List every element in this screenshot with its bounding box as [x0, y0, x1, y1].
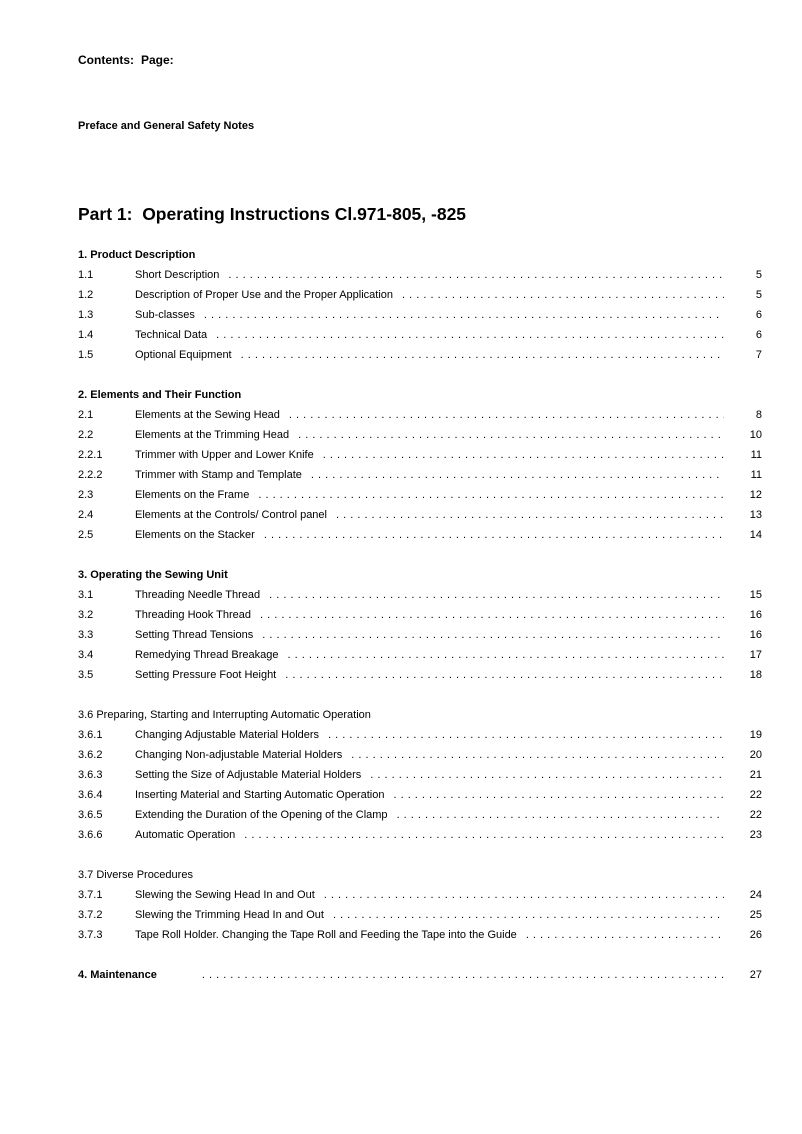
dot-leader	[262, 625, 724, 645]
entry-number: 2.5	[78, 529, 94, 541]
entry-title: Elements on the Frame	[135, 489, 250, 501]
entry-title: Description of Proper Use and the Proper Application	[135, 289, 394, 301]
entry-title: Setting Thread Tensions	[135, 629, 254, 641]
entry-number: 3.7.2	[78, 909, 103, 921]
toc-section	[78, 965, 762, 985]
toc-entry	[78, 745, 762, 765]
page-number: 5	[755, 269, 762, 281]
dot-leader	[402, 285, 724, 305]
entry-number: 1.4	[78, 329, 94, 341]
toc-entry	[78, 305, 762, 325]
dot-leader	[288, 645, 725, 665]
page-number: 26	[749, 929, 762, 941]
toc-sections	[78, 245, 762, 985]
entry-number: 3.1	[78, 589, 94, 601]
entry-number: 3.6.3	[78, 769, 103, 781]
entry-title: Slewing the Trimming Head In and Out	[135, 909, 324, 921]
page-number: 11	[750, 469, 762, 481]
toc-entry	[78, 285, 762, 305]
entry-title: Sub-classes	[135, 309, 195, 321]
section-heading: 3.6 Preparing, Starting and Interrupting Automatic Operation	[78, 709, 371, 721]
preface-heading: Preface and General Safety Notes	[78, 120, 255, 132]
page-number: 23	[749, 829, 762, 841]
dot-leader	[258, 485, 724, 505]
page-number: 6	[755, 309, 762, 321]
toc-entry	[78, 625, 762, 645]
toc-entry	[78, 445, 762, 465]
entry-number: 1.2	[78, 289, 94, 301]
page-number: 25	[749, 909, 762, 921]
page-number: 27	[749, 969, 762, 981]
entry-number: 1.5	[78, 349, 94, 361]
entry-number: 2.2	[78, 429, 94, 441]
entry-title: Tape Roll Holder. Changing the Tape Roll and Feeding the Tape into the Guide	[135, 929, 517, 941]
toc-section	[78, 385, 762, 545]
toc-section	[78, 565, 762, 685]
entry-number: 3.4	[78, 649, 94, 661]
section-heading: 4. Maintenance	[78, 969, 157, 981]
entry-number: 2.1	[78, 409, 94, 421]
entry-number: 3.7.3	[78, 929, 103, 941]
toc-heading-row	[78, 965, 762, 985]
toc-entry	[78, 485, 762, 505]
entry-title: Threading Hook Thread	[135, 609, 251, 621]
toc-entry	[78, 785, 762, 805]
toc-entry	[78, 405, 762, 425]
dot-leader	[323, 445, 724, 465]
toc-section	[78, 705, 762, 845]
dot-leader	[260, 605, 724, 625]
part-title: Part 1: Operating Instructions Cl.971-805, -825	[78, 204, 467, 224]
page-number: 22	[749, 809, 762, 821]
toc-entry	[78, 585, 762, 605]
toc-entry	[78, 665, 762, 685]
page-number: 10	[749, 429, 762, 441]
entry-title: Threading Needle Thread	[135, 589, 261, 601]
toc-entry	[78, 885, 762, 905]
contents-header	[78, 53, 762, 67]
entry-title: Inserting Material and Starting Automatic Operation	[135, 789, 385, 801]
dot-leader	[397, 805, 724, 825]
page-number: 18	[749, 669, 762, 681]
page-number: 12	[749, 489, 762, 501]
page-number: 20	[749, 749, 762, 761]
entry-title: Changing Adjustable Material Holders	[135, 729, 320, 741]
dot-leader	[324, 885, 724, 905]
toc-entry	[78, 605, 762, 625]
entry-number: 2.2.1	[78, 449, 103, 461]
toc-entry	[78, 925, 762, 945]
entry-title: Technical Data	[135, 329, 208, 341]
page-column-label: Page:	[141, 53, 174, 67]
page-number: 16	[749, 609, 762, 621]
toc-entry	[78, 645, 762, 665]
page-number: 22	[749, 789, 762, 801]
dot-leader	[244, 825, 724, 845]
entry-title: Slewing the Sewing Head In and Out	[135, 889, 315, 901]
entry-title: Elements at the Trimming Head	[135, 429, 290, 441]
entry-number: 3.7.1	[78, 889, 103, 901]
dot-leader	[311, 465, 724, 485]
toc-entry	[78, 805, 762, 825]
entry-number: 3.5	[78, 669, 94, 681]
entry-number: 2.4	[78, 509, 94, 521]
page-number: 16	[749, 629, 762, 641]
section-heading: 3. Operating the Sewing Unit	[78, 569, 228, 581]
page-number: 24	[749, 889, 762, 901]
dot-leader	[526, 925, 724, 945]
toc-entry	[78, 765, 762, 785]
entry-number: 1.3	[78, 309, 94, 321]
page-number: 15	[749, 589, 762, 601]
entry-number: 3.6.4	[78, 789, 103, 801]
page-number: 17	[749, 649, 762, 661]
entry-title: Setting Pressure Foot Height	[135, 669, 277, 681]
dot-leader	[204, 305, 724, 325]
entry-number: 2.2.2	[78, 469, 103, 481]
entry-number: 3.2	[78, 609, 94, 621]
entry-title: Setting the Size of Adjustable Material Holders	[135, 769, 362, 781]
entry-title: Trimmer with Upper and Lower Knife	[135, 449, 314, 461]
entry-title: Elements on the Stacker	[135, 529, 255, 541]
dot-leader	[336, 505, 724, 525]
entry-number: 3.6.1	[78, 729, 103, 741]
entry-title: Elements at the Controls/ Control panel	[135, 509, 327, 521]
page-number: 14	[749, 529, 762, 541]
toc-entry	[78, 345, 762, 365]
entry-number: 3.3	[78, 629, 94, 641]
dot-leader	[298, 425, 724, 445]
entry-title: Extending the Duration of the Opening of the Clamp	[135, 809, 388, 821]
toc-entry	[78, 325, 762, 345]
dot-leader	[241, 345, 724, 365]
toc-section	[78, 865, 762, 945]
toc-section	[78, 245, 762, 365]
contents-label: Contents:	[78, 53, 134, 67]
entry-number: 1.1	[78, 269, 94, 281]
toc-entry	[78, 725, 762, 745]
entry-title: Elements at the Sewing Head	[135, 409, 280, 421]
toc-entry	[78, 265, 762, 285]
page-number: 11	[750, 449, 762, 461]
entry-title: Short Description	[135, 269, 220, 281]
entry-number: 2.3	[78, 489, 94, 501]
dot-leader	[202, 965, 724, 985]
dot-leader	[285, 665, 724, 685]
entry-title: Changing Non-adjustable Material Holders	[135, 749, 343, 761]
toc-entry	[78, 525, 762, 545]
section-heading: 2. Elements and Their Function	[78, 389, 242, 401]
dot-leader	[264, 525, 724, 545]
dot-leader	[228, 265, 724, 285]
dot-leader	[269, 585, 724, 605]
page-number: 21	[749, 769, 762, 781]
entry-title: Trimmer with Stamp and Template	[135, 469, 302, 481]
dot-leader	[328, 725, 724, 745]
page-number: 8	[755, 409, 762, 421]
entry-title: Remedying Thread Breakage	[135, 649, 279, 661]
page-number: 5	[755, 289, 762, 301]
section-heading: 3.7 Diverse Procedures	[78, 869, 193, 881]
page-number: 7	[755, 349, 762, 361]
entry-title: Optional Equipment	[135, 349, 232, 361]
dot-leader	[289, 405, 724, 425]
page-number: 13	[749, 509, 762, 521]
entry-number: 3.6.2	[78, 749, 103, 761]
page-number: 19	[749, 729, 762, 741]
toc-entry	[78, 425, 762, 445]
dot-leader	[393, 785, 724, 805]
toc-entry	[78, 825, 762, 845]
entry-title: Automatic Operation	[135, 829, 236, 841]
section-heading: 1. Product Description	[78, 249, 196, 261]
dot-leader	[216, 325, 724, 345]
page-number: 6	[755, 329, 762, 341]
toc-entry	[78, 905, 762, 925]
entry-number: 3.6.5	[78, 809, 103, 821]
dot-leader	[370, 765, 724, 785]
entry-number: 3.6.6	[78, 829, 103, 841]
toc-entry	[78, 505, 762, 525]
dot-leader	[333, 905, 724, 925]
toc-entry	[78, 465, 762, 485]
dot-leader	[351, 745, 724, 765]
